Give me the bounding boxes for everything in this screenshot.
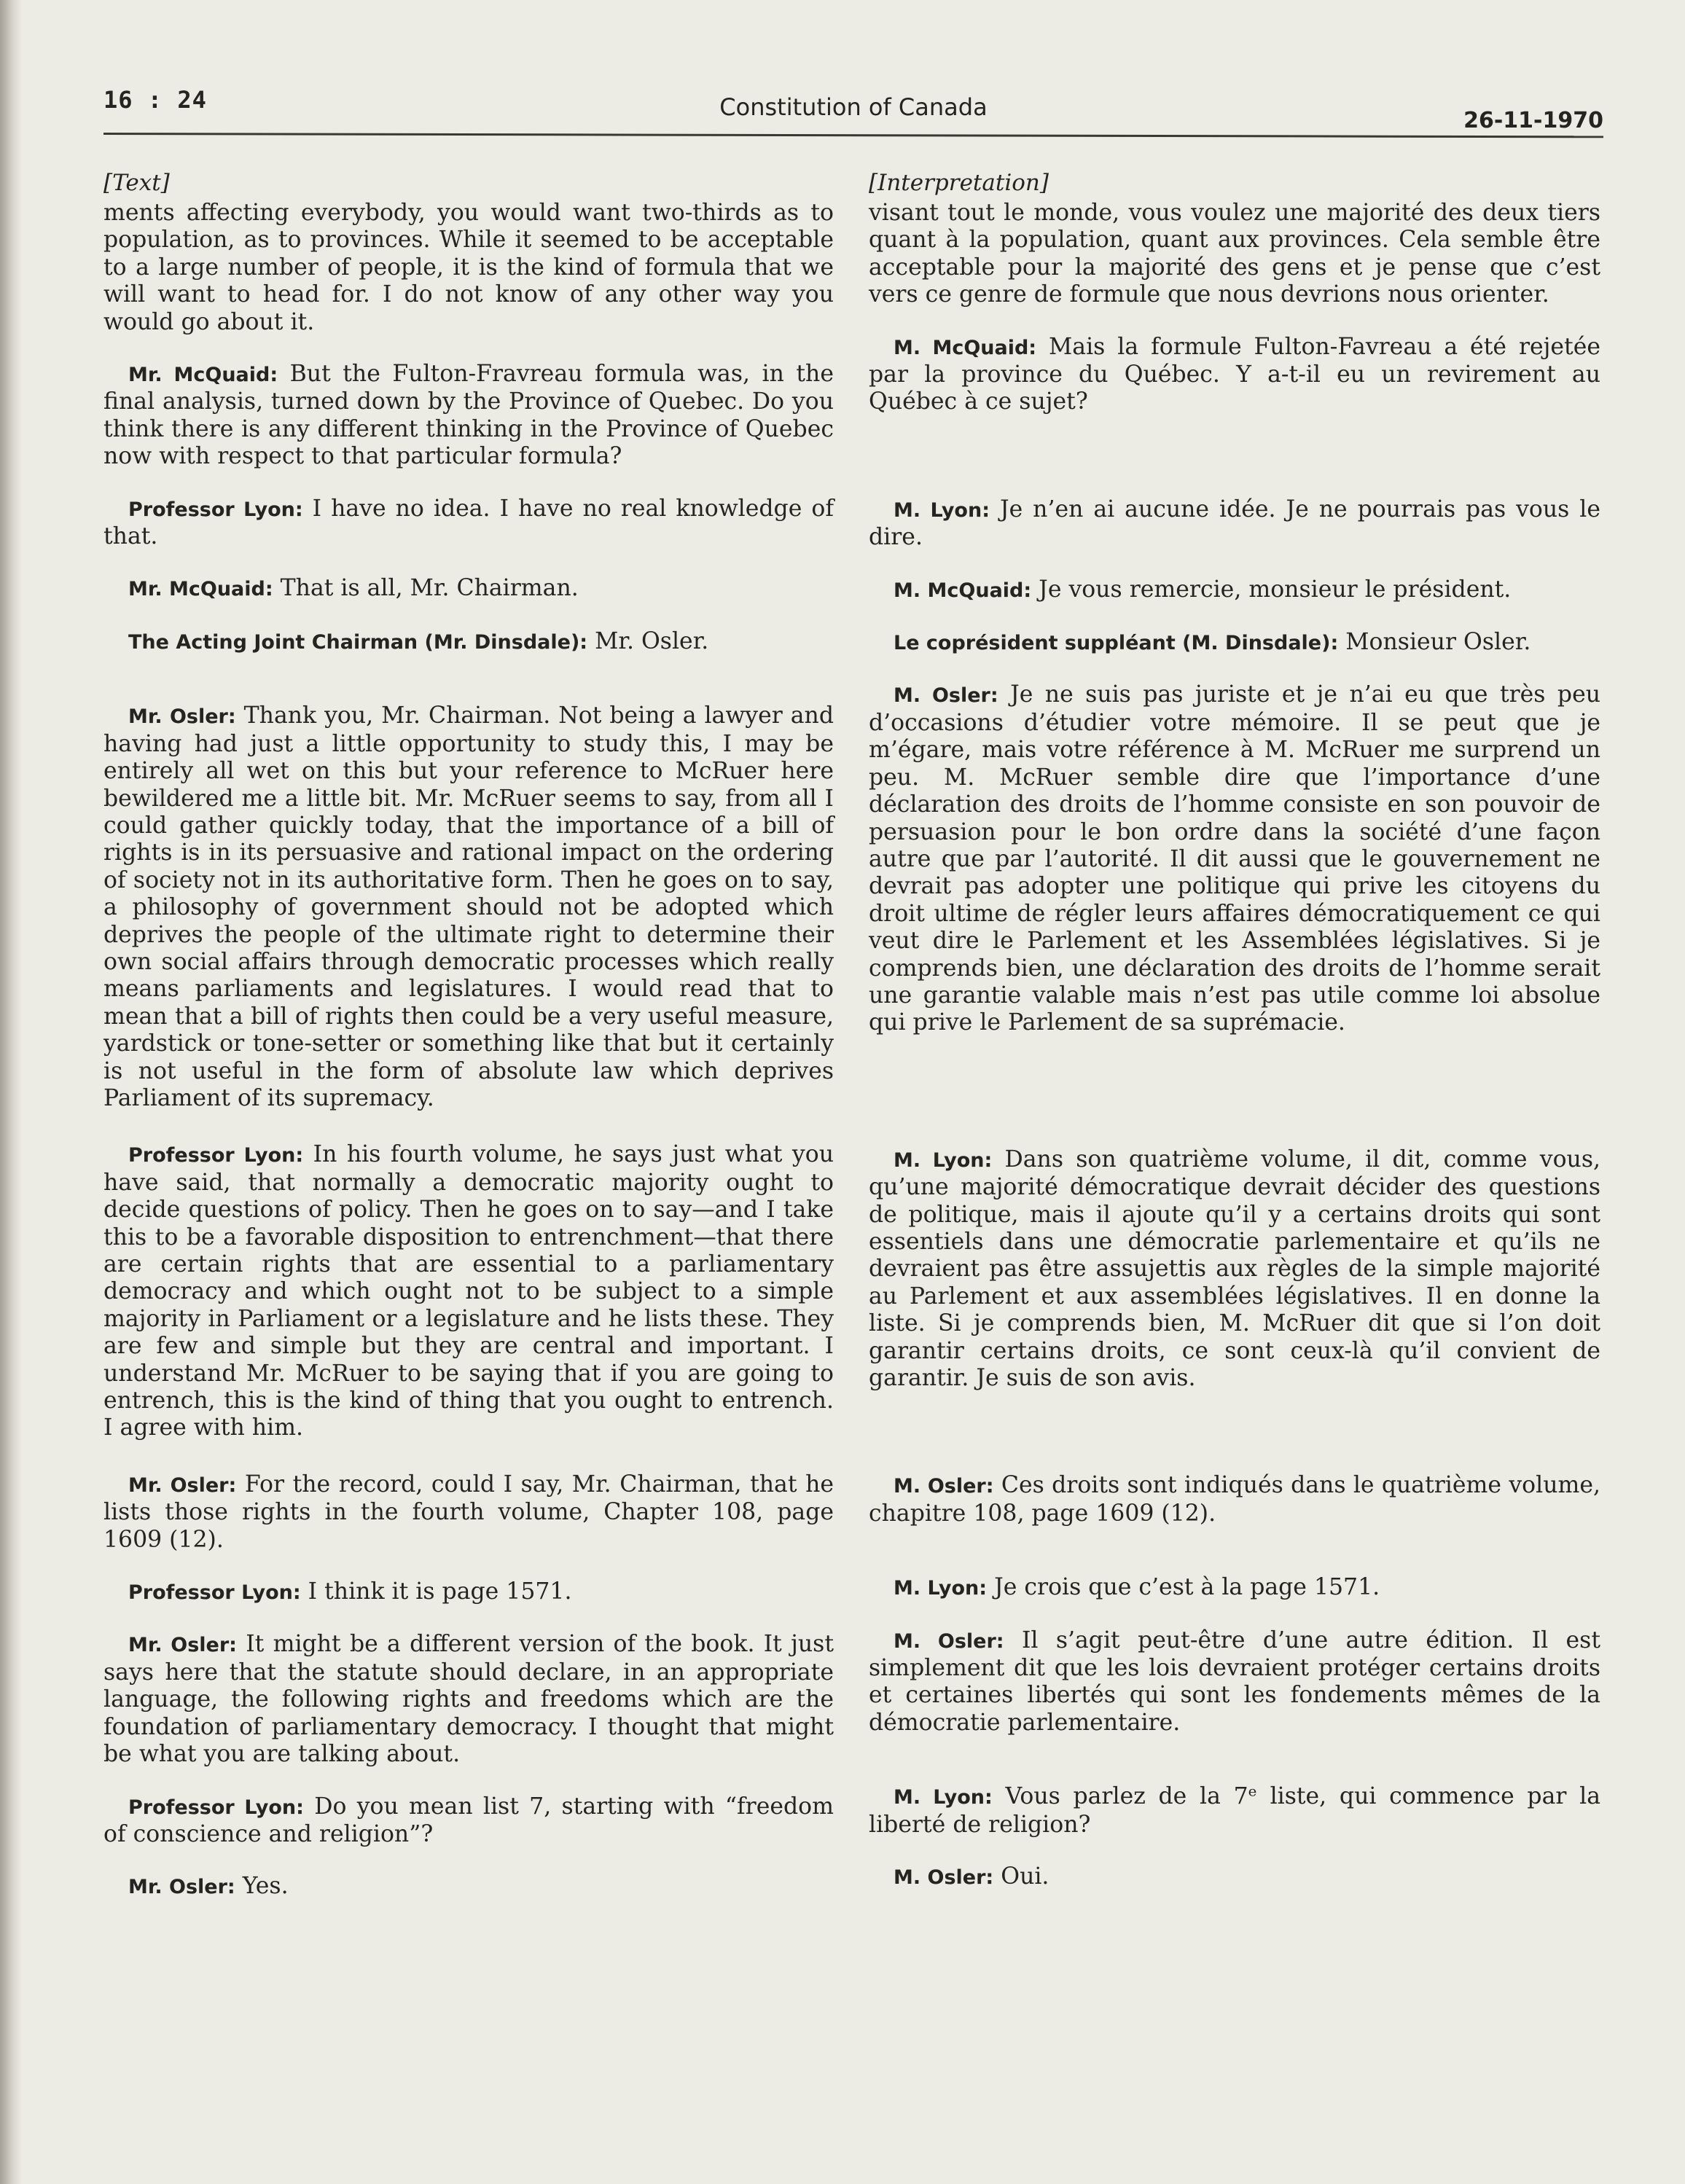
paragraph-text: In his fourth volume, he says just what you have said, that normally a democratic majority ought to decide questions of policy. Then he goes on to say—and I take this to be a favorable disposition to entrenchment—that there are certain rights that are essential to a parliamentary democracy and which ought not to be subject to a simple majority in Parliament or a legislature and he lists these. They are few and simple but they are central and important. I understand Mr. McRuer to be saying that if you are going to entrench, this is the kind of thing that you ought to entrench. I agree with him. (103, 1141, 834, 1441)
paragraph-text: Thank you, Mr. Chairman. Not being a lawyer and having had just a little opportunity to study this, I may be entirely all wet on this but your reference to McRuer here bewildered me a little bit. Mr. McRuer seems to say, from all I could gather quickly today, that the importance of a bill of rights is in its persuasive and rational impact on the ordering of society not in its authoritative form. Then he goes on to say, a philosophy of government should not be adopted which deprives the people of the ultimate right to determine their own social affairs through democratic processes which really means parliaments and legislatures. I would read that to mean that a bill of rights then could be a very useful measure, yardstick or tone-setter or something like that but it certainly is not useful in the form of absolute law which deprives Parliament of its supremacy. (103, 702, 834, 1111)
speaker-name: Professor Lyon: (128, 1796, 304, 1819)
speaker-name: Mr. Osler: (128, 1876, 235, 1899)
speaker-name: Mr. Osler: (128, 1473, 237, 1497)
french-column (869, 169, 1600, 1891)
running-title: Constitution of Canada (719, 93, 988, 121)
speaker-name: Mr. Osler: (128, 705, 236, 729)
speaker-name: Mr. McQuaid: (128, 364, 278, 387)
column-label: [Interpretation] (869, 170, 1049, 196)
paragraph (103, 702, 834, 1112)
paragraph (103, 200, 834, 336)
paragraph-text: Do you mean list 7, starting with “freedom of conscience and religion”? (103, 1793, 834, 1847)
english-column (103, 169, 834, 1901)
paragraph (103, 628, 834, 656)
paragraph (869, 1627, 1600, 1737)
speaker-name: M. Lyon: (894, 1786, 993, 1809)
speaker-name: Professor Lyon: (128, 1581, 301, 1605)
paragraph (869, 200, 1600, 309)
paragraph (103, 1631, 834, 1768)
paragraph-text: ments affecting everybody, you would want two-thirds as to population, as to provinces. While it seemed to be acceptable to a large number of people, it is the kind of formula that we will want to head for. I do not know of any other way you would go about it. (103, 200, 834, 335)
speaker-name: The Acting Joint Chairman (Mr. Dinsdale): (128, 630, 588, 654)
paragraph-text: That is all, Mr. Chairman. (273, 575, 579, 602)
paragraph (103, 1578, 834, 1606)
speaker-name: M. Osler: (894, 684, 998, 708)
speaker-name: M. McQuaid: (894, 579, 1032, 602)
paragraph (869, 629, 1600, 657)
page-header (103, 86, 1603, 138)
paragraph (869, 1574, 1600, 1602)
paragraph-text: Je crois que c’est à la page 1571. (987, 1574, 1380, 1601)
speaker-name: M. Osler: (894, 1629, 1004, 1653)
paragraph-text: It might be a different version of the book. It just says here that the statute should declare, in an appropriate language, the following rights and freedoms which are the foundation of parliamentary democracy. I thought that might be what you are talking about. (103, 1631, 834, 1768)
paragraph (103, 1471, 834, 1554)
paragraph (103, 496, 834, 551)
paragraph (103, 1793, 834, 1849)
paragraph-text: visant tout le monde, vous voulez une majorité des deux tiers quant à la population, quant aux provinces. Cela semble être acceptable pour la majorité des gens et je pense que c’est vers ce genre de formule que nous devrions nous orienter. (869, 200, 1600, 308)
paragraph-text: But the Fulton-Fravreau formula was, in the final analysis, turned down by the Province of Quebec. Do you think there is any different thinking in the Province of Quebec now with respect to that particular formula? (103, 361, 834, 470)
speaker-name: M. Lyon: (894, 498, 990, 522)
paragraph-text: Ces droits sont indiqués dans le quatrième volume, chapitre 108, page 1609 (12). (869, 1472, 1600, 1527)
paragraph (869, 681, 1600, 1036)
paragraph (869, 334, 1600, 416)
paragraph (869, 576, 1600, 604)
paragraph-text: Monsieur Osler. (1338, 629, 1531, 656)
paragraph-text: For the record, could I say, Mr. Chairman, that he lists those rights in the fourth volume, Chapter 108, page 1609 (12). (103, 1471, 834, 1553)
speaker-name: M. Lyon: (894, 1577, 988, 1600)
book-spine-shadow (0, 0, 22, 2184)
speaker-name: M. Osler: (894, 1866, 994, 1890)
speaker-name: Mr. Osler: (128, 1634, 237, 1657)
paragraph (869, 496, 1600, 552)
paragraph-text: Je n’en ai aucune idée. Je ne pourrais pas vous le dire. (869, 496, 1600, 551)
paragraph-text: I have no idea. I have no real knowledge of that. (103, 495, 834, 550)
speaker-name: M. McQuaid: (894, 336, 1037, 359)
speaker-name: Le coprésident suppléant (M. Dinsdale): (894, 632, 1339, 655)
paragraph (103, 575, 834, 603)
paragraph (869, 1863, 1600, 1891)
speaker-name: M. Lyon: (894, 1148, 993, 1172)
paragraph (103, 1141, 834, 1441)
paragraph (869, 1783, 1600, 1839)
paragraph-text: Yes. (235, 1873, 289, 1900)
paragraph (869, 1472, 1600, 1527)
speaker-name: Mr. McQuaid: (128, 578, 273, 601)
sitting-date: 26-11-1970 (1463, 108, 1603, 133)
page-number: 16 : 24 (103, 86, 207, 114)
paragraph-text: Il s’agit peut-être d’une autre édition. Il est simplement dit que les lois devraient protéger certains droits et certaines libertés qui sont les fondements mêmes de la démocratie parlementaire. (869, 1627, 1600, 1736)
paragraph (869, 1146, 1600, 1393)
paragraph-text: Oui. (993, 1863, 1049, 1890)
paragraph (103, 361, 834, 471)
paragraph-text: Je ne suis pas juriste et je n’ai eu que très peu d’occasions d’étudier votre mémoire. Il se peut que je m’égare, mais votre référence à M. McRuer me surprend un peu. M. McRuer semble dire que l’importance d’une déclaration des droits de l’homme consiste en son pouvoir de persuasion pour le bon ordre dans la société d’une façon autre que par l’autorité. Il dit aussi que le gouvernement ne devrait pas adopter une politique qui prive les citoyens du droit ultime de régler leurs affaires démocratiquement ce qui veut dire le Parlement et les Assemblées législatives. Si je comprends bien, une déclaration des droits de l’homme serait une garantie valable mais n’est pas utile comme loi absolue qui prive le Parlement de sa suprémacie. (869, 681, 1600, 1036)
paragraph-text: Mr. Osler. (587, 627, 709, 654)
column-label: [Text] (103, 170, 170, 196)
speaker-name: M. Osler: (894, 1475, 994, 1498)
paragraph (103, 1873, 834, 1901)
paragraph-text: I think it is page 1571. (300, 1578, 572, 1605)
paragraph-text: Mais la formule Fulton-Favreau a été rejetée par la province du Québec. Y a-t-il eu un revirement au Québec à ce sujet? (869, 333, 1600, 415)
paragraph-text: Je vous remercie, monsieur le président. (1031, 576, 1512, 603)
paragraph-text: Vous parlez de la 7ᵉ liste, qui commence par la liberté de religion? (869, 1783, 1600, 1838)
speaker-name: Professor Lyon: (128, 498, 303, 521)
speaker-name: Professor Lyon: (128, 1144, 304, 1167)
paragraph-text: Dans son quatrième volume, il dit, comme vous, qu’une majorité démocratique devrait décider des questions de politique, mais il ajoute qu’il y a certains droits qui sont essentiels dans une démocratie parlementaire et qu’ils ne devraient pas être assujettis aux règles de la simple majorité au Parlement et aux assemblées législatives. Il en donne la liste. Si je comprends bien, M. McRuer dit que si l’on doit garantir certains droits, ce sont ceux-là qu’il convient de garantir. Je suis de son avis. (869, 1146, 1600, 1391)
